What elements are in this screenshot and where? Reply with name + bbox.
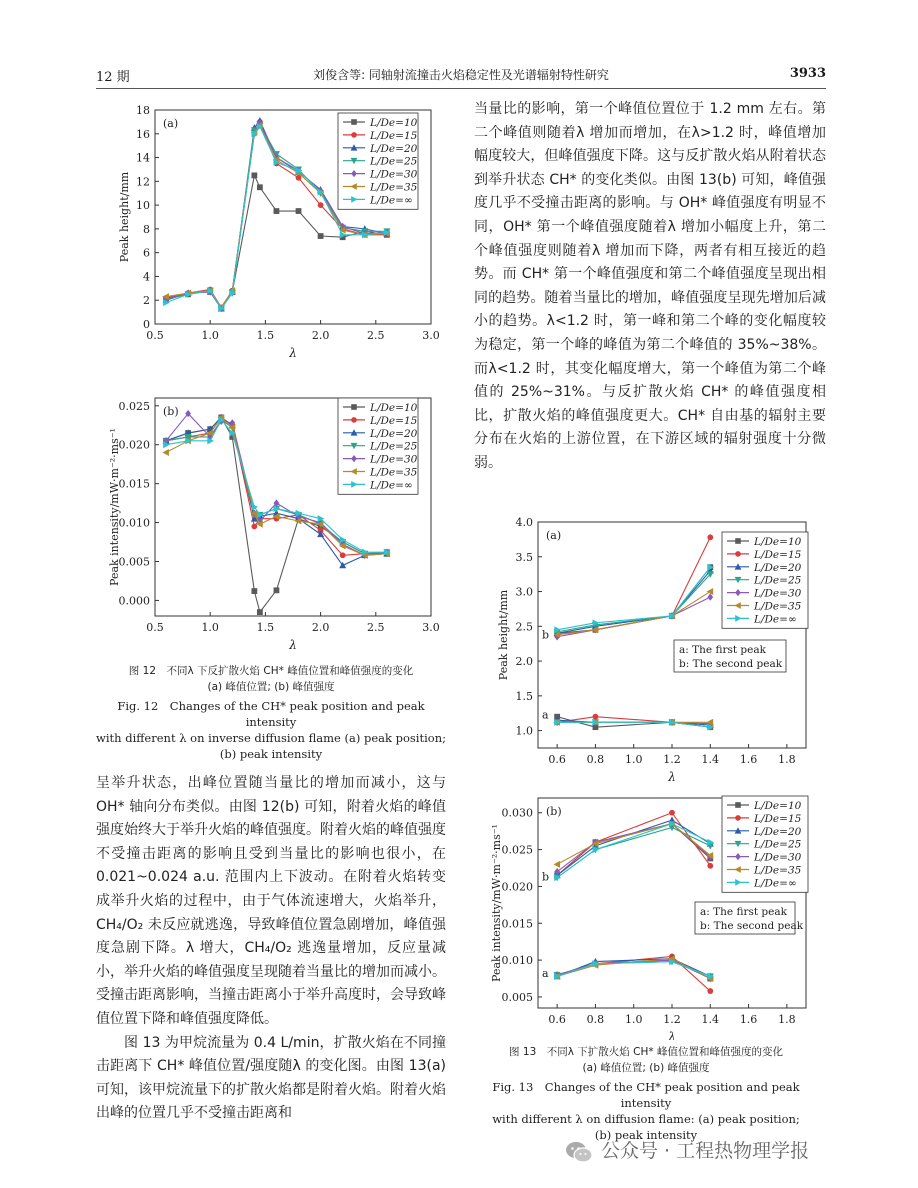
figure-12a — [100, 98, 445, 374]
second-peak-label: b — [542, 628, 550, 642]
legend-entry: L/De=25 — [754, 838, 802, 851]
y-tick-label: 0.005 — [118, 555, 150, 569]
x-tick-label: 1.0 — [624, 753, 643, 766]
chart-fig13a — [482, 512, 822, 782]
legend-entry: L/De=10 — [754, 536, 802, 548]
panel-label: (b) — [546, 805, 562, 818]
note-line: b: The second peak — [700, 920, 804, 932]
right-column-text — [474, 98, 826, 476]
data-point — [707, 863, 713, 869]
legend-entry: L/De=15 — [370, 129, 418, 142]
data-point — [318, 202, 324, 208]
legend-entry: L/De=20 — [370, 427, 418, 440]
y-tick-label: 6 — [143, 246, 150, 260]
data-point — [251, 504, 258, 511]
legend-entry: L/De=∞ — [754, 613, 797, 626]
y-tick-label: 0.015 — [501, 917, 533, 931]
watermark-text: 公众号 · 工程热物理学报 — [601, 1140, 810, 1162]
data-point — [553, 861, 560, 868]
y-tick-label: 12 — [136, 175, 150, 189]
fig13-caption — [470, 1044, 822, 1143]
data-point — [274, 208, 280, 214]
figure-12b — [100, 386, 445, 660]
x-tick-label: 1.6 — [739, 1013, 758, 1026]
y-axis-label: Peak height/mm — [118, 171, 131, 263]
x-tick-label: 1.8 — [778, 753, 796, 766]
figure-13b — [482, 788, 822, 1044]
x-tick-label: 0.8 — [586, 1013, 605, 1026]
x-tick-label: 1.0 — [624, 1013, 643, 1026]
legend-entry: L/De=35 — [370, 181, 418, 194]
series-6 — [554, 820, 714, 980]
fig13-caption-en-2: with different λ on diffusion flame: (a) peak position; — [492, 1112, 800, 1126]
legend-marker — [735, 538, 741, 544]
peak-note — [674, 640, 786, 672]
x-tick-label: 1.0 — [201, 329, 219, 342]
y-tick-label: 0.020 — [501, 880, 533, 894]
x-tick-label: 0.6 — [548, 1013, 566, 1026]
wechat-watermark — [565, 1136, 895, 1168]
fig12-caption — [96, 663, 446, 762]
x-tick-label: 0.5 — [146, 329, 164, 342]
x-tick-label: 3.0 — [422, 621, 440, 634]
legend-entry: L/De=35 — [370, 466, 418, 479]
x-tick-label: 0.6 — [548, 753, 566, 766]
right-para-1: 当量比的影响，第一个峰值位置位于 1.2 mm 左右。第二个峰值则随着λ 增加而增加，在λ>1.2 时，峰值增加幅度较大，但峰值强度下降。这与反扩散火焰从附着状态到举升状态 CH* 的变化类似。由图 13(b) 可知，峰值强度几乎不受撞击距离的影响。与 OH* 峰值强度有明显不同，OH* 第一个峰值强度随着λ 增加小幅度上升，第二个峰值强度则随着λ 增加而下降，两者有相互接近的趋势。而 CH* 第一个峰值强度和第二个峰值强度呈现出相同的趋势。随着当量比的增加，峰值强度呈现先增加后减小的趋势。λ<1.2 时，第一峰和第二个峰的变化幅度较为稳定，第一个峰的峰值为第二个峰值的 35%~38%。而λ<1.2 时，其变化幅度增大，第一个峰值为第二个峰值的 25%~31%。与反扩散火焰 CH* 的峰值强度相比，扩散火焰的峰值强度更大。CH* 自由基的辐射主要分布在火焰的上游位置，在下游区域的辐射强度十分微弱。 — [474, 101, 826, 471]
fig12-caption-zh-2: (a) 峰值位置; (b) 峰值强度 — [207, 681, 335, 693]
x-tick-label: 1.4 — [701, 1013, 720, 1026]
y-tick-label: 0.005 — [501, 990, 533, 1004]
legend-entry: L/De=15 — [370, 414, 418, 427]
legend-entry: L/De=25 — [754, 574, 802, 587]
chart-fig12b — [100, 386, 445, 656]
left-para-1: 呈举升状态，出峰位置随当量比的增加而减小，这与 OH* 轴向分布类似。由图 12(b) 可知，附着火焰的峰值强度始终大于举升火焰的峰值强度。附着火焰的峰值强度不受撞击距离的影响且受到当量比的影响也很小，在 0.021~0.024 a.u. 范围内上下波动。在附着火焰转变成举升火焰的过程中，由于气体流速增大，火焰举升，CH₄/O₂ 未反应就逃逸，导致峰值位置急剧增加，峰值强度急剧下降。λ 增大，CH₄/O₂ 逃逸量增加，反应量减小，举升火焰的峰值强度呈现随着当量比的增加而减小。受撞击距离影响，当撞击距离小于举升高度时，会导致峰值位置下降和峰值强度降低。 — [96, 775, 446, 1027]
x-tick-label: 0.8 — [586, 753, 605, 766]
left-column-text — [96, 772, 446, 1126]
panel-label: (b) — [163, 405, 179, 418]
x-tick-label: 0.5 — [146, 621, 164, 634]
series-0 — [554, 821, 713, 982]
legend-entry: L/De=∞ — [370, 479, 413, 492]
y-tick-label: 2.5 — [515, 620, 533, 634]
legend-entry: L/De=10 — [754, 800, 802, 812]
y-tick-label: 0.000 — [118, 594, 150, 608]
data-point — [318, 233, 324, 239]
legend-marker — [351, 132, 357, 138]
legend-entry: L/De=30 — [754, 851, 802, 864]
x-tick-label: 3.0 — [422, 329, 440, 342]
legend-entry: L/De=35 — [754, 600, 802, 613]
x-tick-label: 2.0 — [311, 621, 330, 634]
panel-label: (a) — [546, 529, 562, 542]
legend-entry: L/De=∞ — [754, 877, 797, 890]
legend-entry: L/De=20 — [754, 561, 802, 574]
y-tick-label: 0.025 — [501, 843, 533, 857]
legend-marker — [735, 551, 741, 557]
note-line: a: The first peak — [700, 906, 787, 918]
x-tick-label: 1.8 — [778, 1013, 796, 1026]
second-peak-label: b — [542, 870, 550, 884]
y-tick-label: 10 — [136, 199, 150, 213]
note-line: a: The first peak — [679, 644, 766, 656]
y-tick-label: 0.030 — [501, 806, 533, 820]
legend-marker — [351, 417, 357, 423]
note-line: b: The second peak — [679, 658, 783, 670]
panel-label: (a) — [163, 117, 179, 130]
y-axis-label: Peak height/mm — [497, 589, 510, 681]
data-point — [669, 810, 675, 816]
y-tick-label: 4 — [143, 270, 150, 284]
legend — [338, 398, 418, 494]
series-4 — [554, 820, 713, 982]
series-line — [557, 824, 710, 878]
x-tick-label: 1.2 — [663, 753, 681, 766]
legend-entry: L/De=30 — [370, 453, 418, 466]
series-3 — [554, 825, 714, 980]
y-tick-label: 18 — [136, 104, 150, 117]
chart-fig12a — [100, 98, 445, 370]
x-tick-label: 2.0 — [311, 329, 330, 342]
fig13-caption-zh-2: (a) 峰值位置; (b) 峰值强度 — [582, 1062, 710, 1074]
data-point — [340, 552, 346, 558]
page-number: 3933 — [789, 66, 826, 81]
x-tick-label: 2.5 — [367, 621, 385, 634]
series-2 — [554, 816, 714, 979]
legend-entry: L/De=20 — [754, 825, 802, 838]
fig12-caption-en-3: (b) peak intensity — [219, 747, 323, 761]
x-tick-label: 1.0 — [201, 621, 219, 634]
x-tick-label: 1.6 — [739, 753, 758, 766]
y-axis-label: Peak intensity/mW·m⁻²·ms⁻¹ — [108, 428, 121, 586]
legend-entry: L/De=25 — [370, 440, 418, 453]
series-line — [557, 962, 710, 977]
y-tick-label: 2.0 — [515, 655, 533, 669]
data-point — [251, 588, 257, 594]
data-point — [296, 208, 302, 214]
wechat-icon — [565, 1140, 593, 1164]
fig12-caption-zh-1: 图 12 不同λ 下反扩散火焰 CH* 峰值位置和峰值强度的变化 — [128, 665, 414, 677]
data-point — [162, 449, 169, 456]
legend-entry: L/De=10 — [370, 117, 418, 129]
legend-entry: L/De=35 — [754, 864, 802, 877]
page-header — [96, 66, 826, 86]
peak-note — [695, 902, 804, 934]
series-5 — [553, 820, 713, 982]
y-tick-label: 0.025 — [118, 399, 150, 413]
y-tick-label: 0.010 — [501, 954, 533, 968]
fig13-caption-en-1: Fig. 13 Changes of the CH* peak position and peak intensity — [492, 1080, 800, 1110]
fig12-caption-en-1: Fig. 12 Changes of the CH* peak position and peak intensity — [117, 699, 425, 729]
x-tick-label: 1.2 — [663, 1013, 681, 1026]
fig12-caption-en-2: with different λ on inverse diffusion flame (a) peak position; — [96, 731, 446, 745]
legend — [338, 113, 418, 209]
y-tick-label: 3.5 — [515, 550, 533, 564]
data-point — [707, 534, 713, 540]
legend-entry: L/De=15 — [754, 548, 802, 561]
data-point — [251, 524, 257, 530]
legend-marker — [735, 815, 741, 821]
y-tick-label: 0.010 — [118, 516, 150, 530]
legend-marker — [351, 119, 357, 125]
y-tick-label: 0.020 — [118, 438, 150, 452]
data-point — [251, 172, 257, 178]
y-tick-label: 8 — [143, 222, 150, 236]
left-para-2: 图 13 为甲烷流量为 0.4 L/min，扩散火焰在不同撞击距离下 CH* 峰值位置/强度随λ 的变化图。由图 13(a) 可知，该甲烷流量下的扩散火焰都是附着火焰。附着火焰出峰的位置几乎不受撞击距离和 — [96, 1034, 446, 1122]
legend-entry: L/De=∞ — [370, 194, 413, 207]
x-axis-label: λ — [668, 770, 676, 782]
y-tick-label: 1.0 — [515, 724, 533, 738]
x-axis-label: λ — [668, 1030, 676, 1040]
x-tick-label: 1.4 — [701, 753, 720, 766]
legend — [722, 532, 808, 628]
legend — [722, 796, 808, 892]
series-line — [557, 813, 710, 876]
legend-marker — [735, 802, 741, 808]
data-point — [257, 184, 263, 190]
legend-marker — [351, 404, 357, 410]
legend-entry: L/De=20 — [370, 142, 418, 155]
series-line — [557, 820, 710, 875]
legend-entry: L/De=30 — [754, 587, 802, 600]
legend-entry: L/De=25 — [370, 155, 418, 168]
chart-fig13b — [482, 788, 822, 1040]
y-tick-label: 16 — [136, 127, 150, 141]
legend-entry: L/De=10 — [370, 402, 418, 414]
x-axis-label: λ — [289, 638, 297, 652]
x-tick-label: 2.5 — [367, 329, 385, 342]
y-tick-label: 2 — [143, 294, 150, 308]
y-axis-label: Peak intensity/mW·m⁻²·ms⁻¹ — [490, 824, 503, 982]
legend-entry: L/De=15 — [754, 812, 802, 825]
y-tick-label: 1.5 — [515, 689, 533, 703]
y-tick-label: 4.0 — [515, 516, 533, 529]
legend-entry: L/De=30 — [370, 168, 418, 181]
first-peak-label: a — [542, 708, 549, 722]
data-point — [257, 609, 263, 615]
fig13-caption-zh-1: 图 13 不同λ 下扩散火焰 CH* 峰值位置和峰值强度的变化 — [509, 1046, 783, 1058]
fig13-caption-en-3: (b) peak intensity — [594, 1128, 698, 1142]
data-point — [707, 988, 713, 994]
header-rule — [96, 88, 826, 89]
data-point — [274, 587, 280, 593]
x-tick-label: 1.5 — [256, 329, 275, 342]
figure-13a — [482, 512, 822, 786]
first-peak-label: a — [542, 966, 549, 980]
running-title: 刘俊含等: 同轴射流撞击火焰稳定性及光谱辐射特性研究 — [313, 68, 609, 82]
y-tick-label: 3.0 — [515, 585, 533, 599]
x-tick-label: 1.5 — [256, 621, 275, 634]
series-line — [557, 571, 710, 634]
y-tick-label: 0.015 — [118, 477, 150, 491]
y-tick-label: 0 — [143, 318, 150, 331]
y-tick-label: 14 — [136, 151, 150, 165]
issue-number: 12 期 — [96, 70, 130, 85]
x-axis-label: λ — [289, 346, 297, 360]
